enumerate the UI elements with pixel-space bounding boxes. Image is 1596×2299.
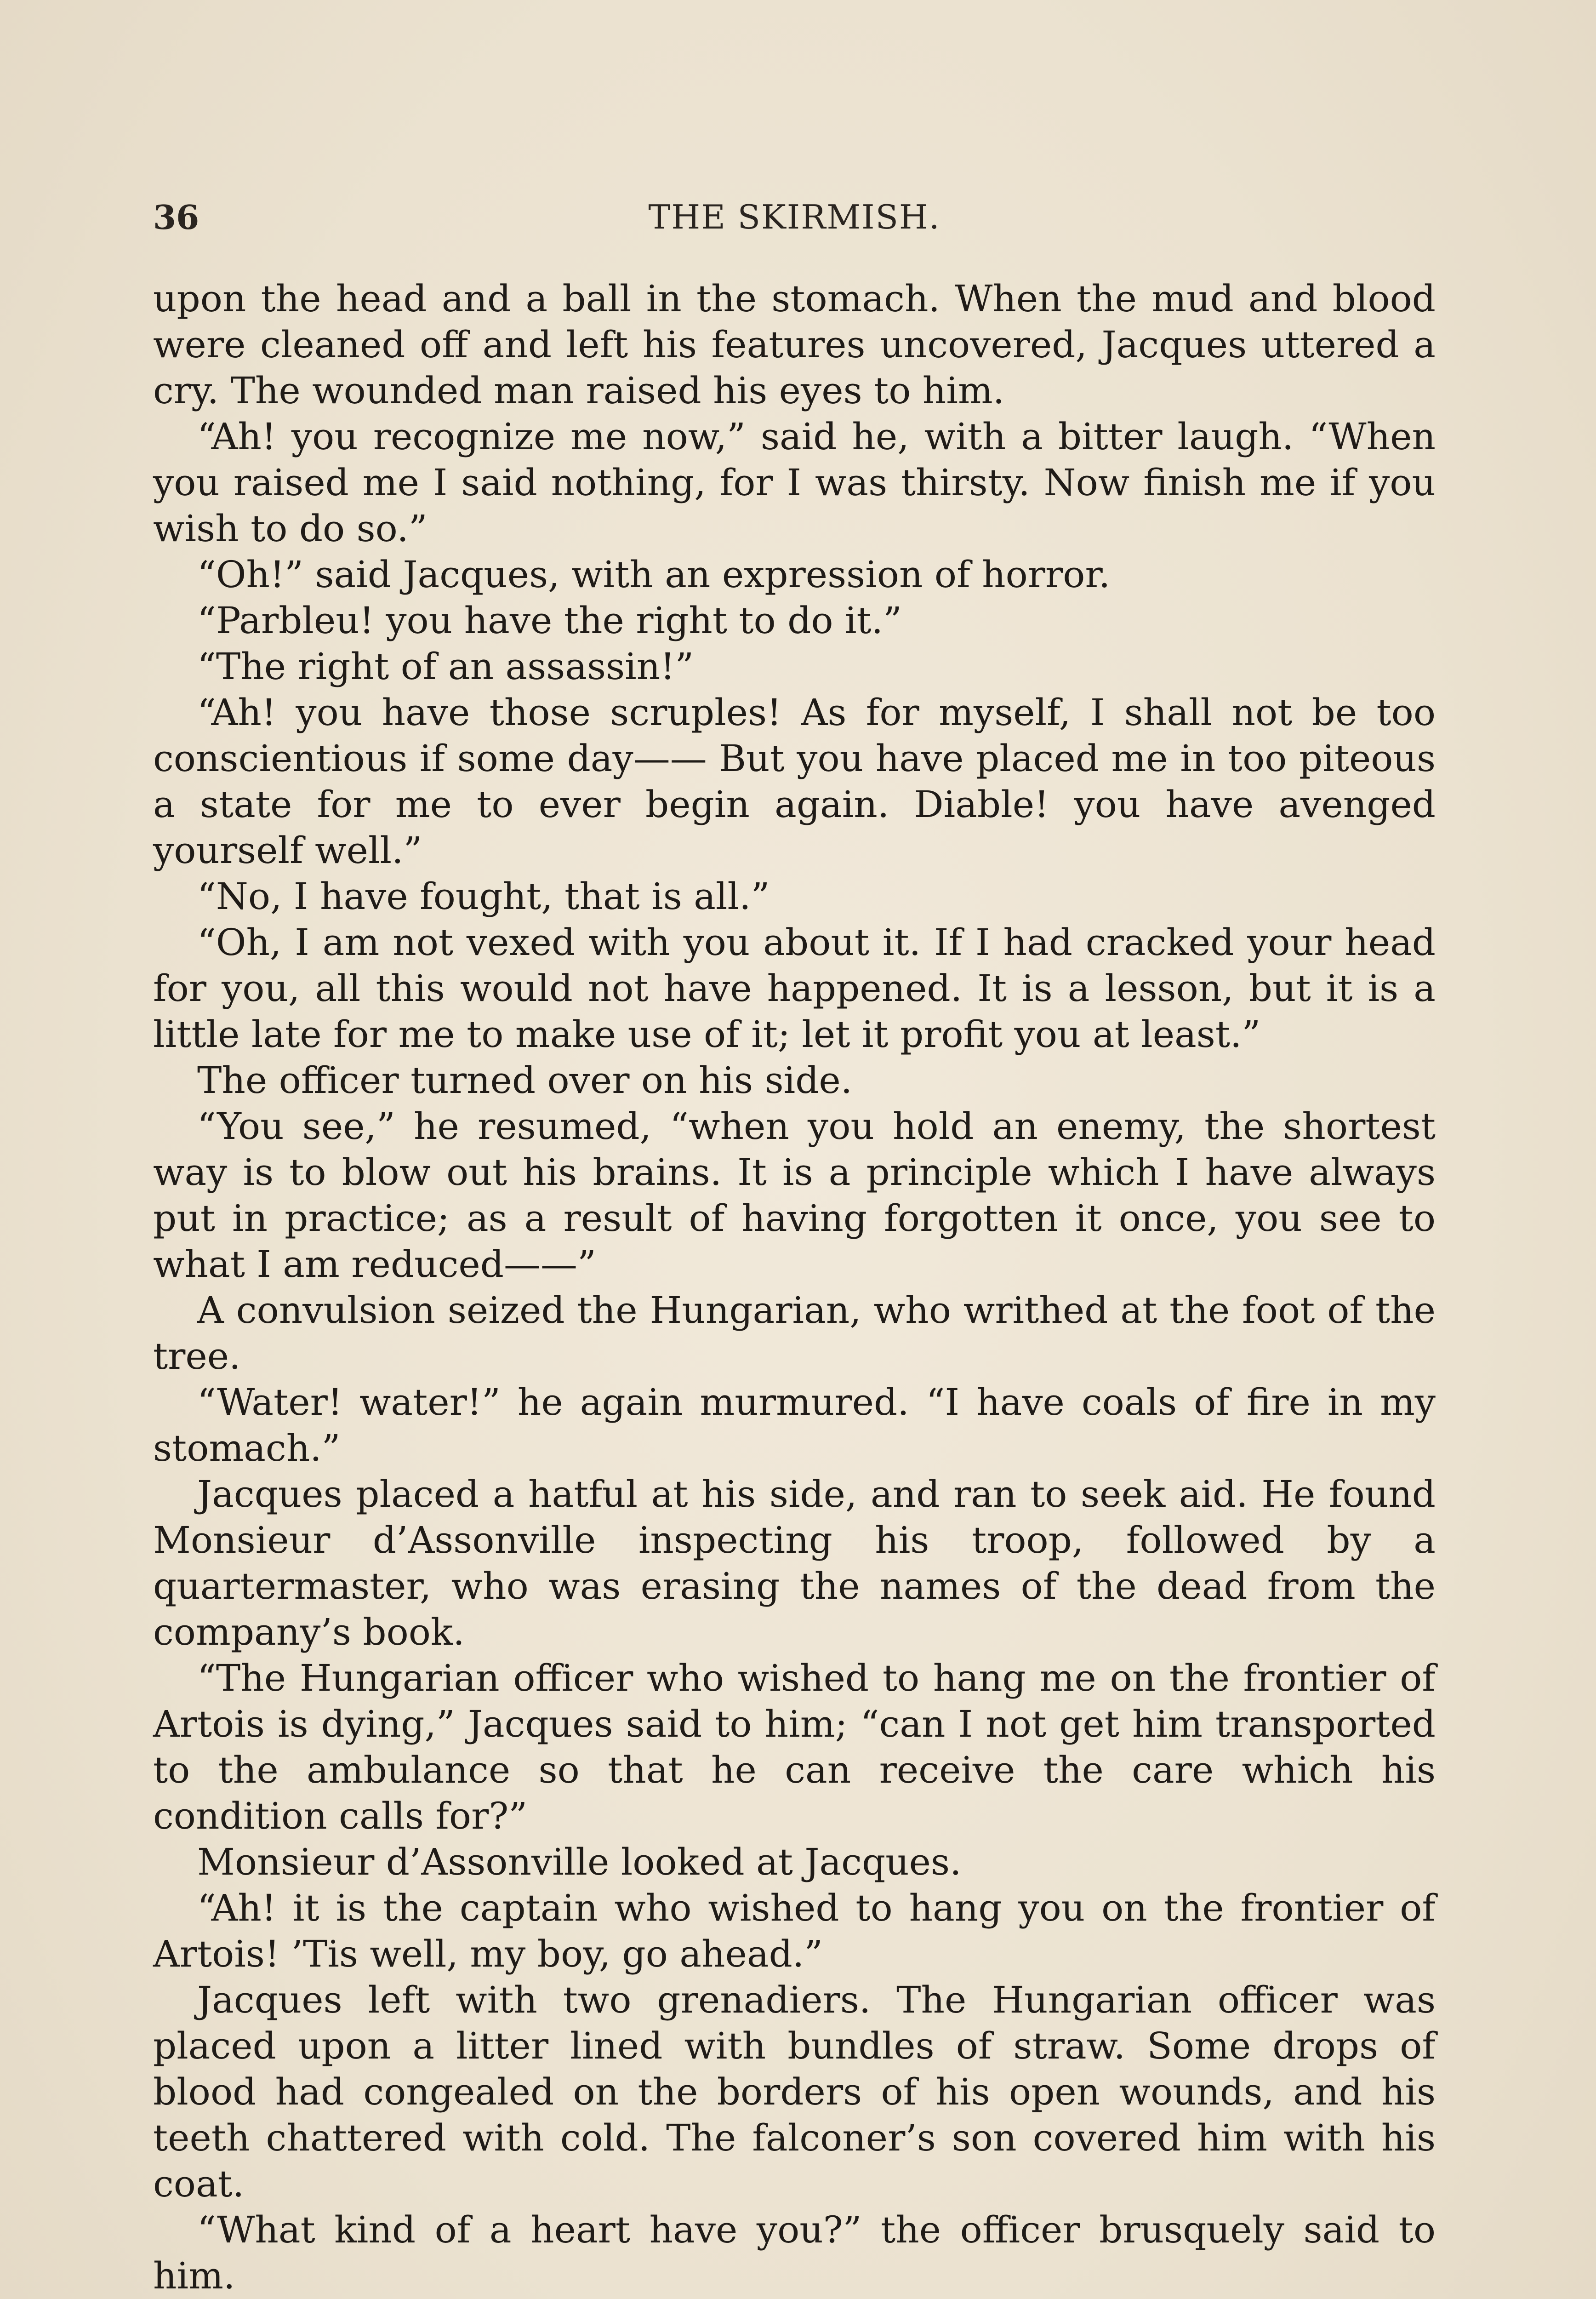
paragraph: Jacques placed a hatful at his side, and ran to seek aid. He found Monsieur d’Assonville inspecting his troop, followed by a quartermaster, who was erasing the names of the dead from the company’s book. (153, 1473, 1436, 1653)
paragraph: “The Hungarian officer who wished to hang me on the frontier of Artois is dying,” Jacques said to him; “can I not get him transported to the ambulance so that he can receive the care which his condition calls for?” (153, 1657, 1436, 1837)
paragraph: “Oh!” said Jacques, with an expression of horror. (197, 553, 1111, 596)
paragraph: “Ah! you recognize me now,” said he, with a bitter laugh. “When you raised me I said nothing, for I was thirsty. Now finish me if you wish to do so.” (153, 415, 1436, 550)
paragraph: “Oh, I am not vexed with you about it. If I had cracked your head for you, all this would not have happened. It is a lesson, but it is a little late for me to make use of it; let it profit you at least.” (153, 921, 1436, 1056)
paragraph: Jacques left with two grenadiers. The Hungarian officer was placed upon a litter lined with bundles of straw. Some drops of blood had congealed on the borders of his open wounds, and his teeth chattered with cold. The falconer’s son covered him with his coat. (153, 1979, 1436, 2205)
body-text (153, 276, 1436, 2299)
paragraph: “Parbleu! you have the right to do it.” (197, 599, 902, 642)
page-header (153, 193, 1436, 248)
paragraph: Monsieur d’Assonville looked at Jacques. (197, 1841, 962, 1883)
running-title: THE SKIRMISH. (648, 198, 940, 236)
paragraph: “Ah! it is the captain who wished to hang you on the frontier of Artois! ’Tis well, my boy, go ahead.” (153, 1887, 1436, 1975)
paragraph: “Water! water!” he again murmured. “I have coals of fire in my stomach.” (153, 1381, 1436, 1470)
paragraph: “The right of an assassin!” (197, 645, 694, 688)
paragraph: A convulsion seized the Hungarian, who writhed at the foot of the tree. (153, 1289, 1436, 1378)
page-number: 36 (153, 198, 200, 237)
paragraph: upon the head and a ball in the stomach. When the mud and blood were cleaned off and left his features uncovered, Jacques uttered a cry. The wounded man raised his eyes to him. (153, 277, 1436, 412)
paragraph: The officer turned over on his side. (197, 1059, 853, 1102)
paragraph: “You see,” he resumed, “when you hold an enemy, the shortest way is to blow out his brains. It is a principle which I have always put in practice; as a result of having forgotten it once, you see to what I am reduced——” (153, 1105, 1436, 1286)
paragraph: “No, I have fought, that is all.” (197, 875, 770, 918)
paragraph: “Ah! you have those scruples! As for myself, I shall not be too conscientious if some day—— But you have placed me in too piteous a state for me to ever begin again. Diable! you have avenged yourself well.” (153, 691, 1436, 872)
paragraph: “What kind of a heart have you?” the officer brusquely said to him. (153, 2208, 1436, 2297)
